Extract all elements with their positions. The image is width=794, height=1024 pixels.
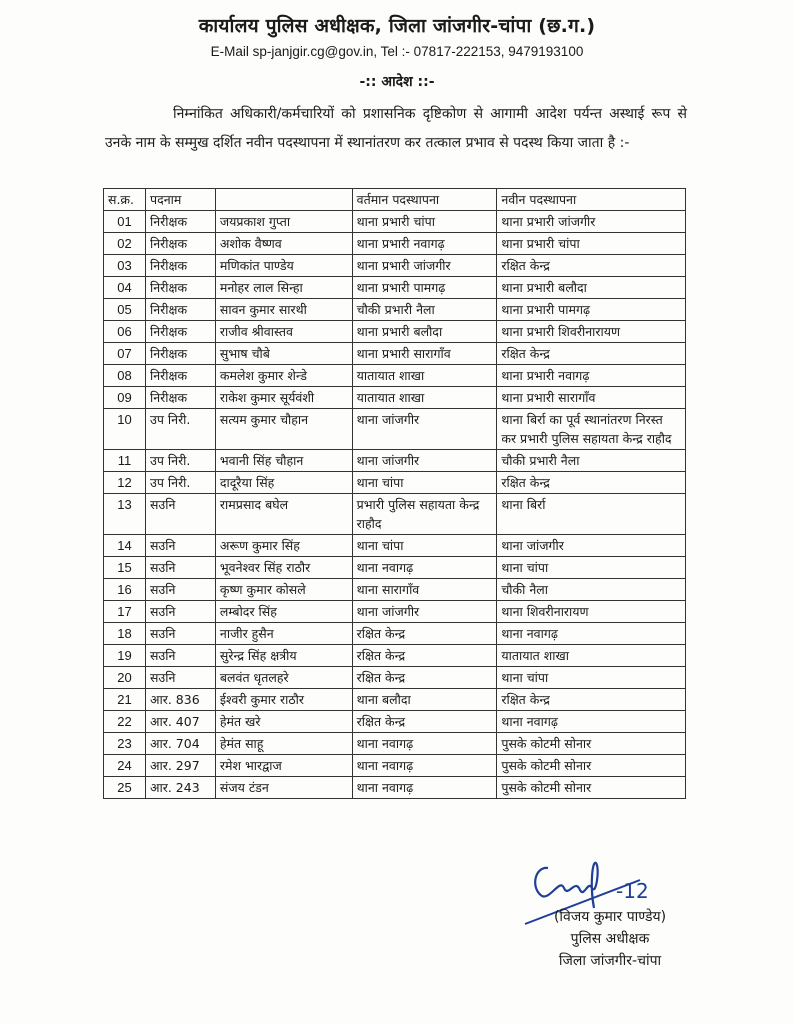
cell-employee-name: राकेश कुमार सूर्यवंशी bbox=[215, 387, 352, 409]
cell-current-posting: थाना प्रभारी जांजगीर bbox=[352, 255, 497, 277]
table-row bbox=[104, 233, 686, 255]
cell-new-posting: यातायात शाखा bbox=[497, 645, 686, 667]
header-serial-no: स.क्र. bbox=[104, 189, 146, 211]
cell-employee-name: सुरेन्द्र सिंह क्षत्रीय bbox=[215, 645, 352, 667]
table-row bbox=[104, 667, 686, 689]
order-heading: -:: आदेश ::- bbox=[359, 74, 435, 90]
cell-current-posting: चौकी प्रभारी नैला bbox=[352, 299, 497, 321]
cell-new-posting: पुसके कोटमी सोनार bbox=[497, 755, 686, 777]
table-row bbox=[104, 472, 686, 494]
cell-new-posting: रक्षित केन्द्र bbox=[497, 472, 686, 494]
cell-designation: सउनि bbox=[145, 494, 215, 535]
signatory-name: (विजय कुमार पाण्डेय) bbox=[553, 909, 667, 925]
cell-current-posting: थाना जांजगीर bbox=[352, 601, 497, 623]
signatory-designation: पुलिस अधीक्षक bbox=[570, 931, 650, 947]
cell-current-posting: रक्षित केन्द्र bbox=[352, 711, 497, 733]
cell-current-posting: थाना जांजगीर bbox=[352, 409, 497, 450]
cell-designation: सउनि bbox=[145, 645, 215, 667]
table-row bbox=[104, 689, 686, 711]
table-row bbox=[104, 623, 686, 645]
cell-serial-no: 19 bbox=[104, 645, 146, 667]
cell-employee-name: राजीव श्रीवास्तव bbox=[215, 321, 352, 343]
table-row bbox=[104, 277, 686, 299]
cell-employee-name: भवानी सिंह चौहान bbox=[215, 450, 352, 472]
contact-line: E-Mail sp-janjgir.cg@gov.in, Tel :- 07817-222153, 9479193100 bbox=[210, 44, 584, 59]
cell-designation: आर. 704 bbox=[145, 733, 215, 755]
cell-new-posting: पुसके कोटमी सोनार bbox=[497, 733, 686, 755]
cell-employee-name: अरूण कुमार सिंह bbox=[215, 535, 352, 557]
cell-new-posting: थाना प्रभारी पामगढ़ bbox=[497, 299, 686, 321]
cell-new-posting: रक्षित केन्द्र bbox=[497, 255, 686, 277]
cell-serial-no: 03 bbox=[104, 255, 146, 277]
cell-designation: निरीक्षक bbox=[145, 365, 215, 387]
table-row bbox=[104, 601, 686, 623]
cell-employee-name: ईश्वरी कुमार राठौर bbox=[215, 689, 352, 711]
order-paragraph bbox=[105, 100, 687, 158]
cell-serial-no: 24 bbox=[104, 755, 146, 777]
table-row bbox=[104, 409, 686, 450]
table-row bbox=[104, 255, 686, 277]
cell-new-posting: थाना बिर्रा bbox=[497, 494, 686, 535]
table-row bbox=[104, 579, 686, 601]
cell-current-posting: प्रभारी पुलिस सहायता केन्द्र राहौद bbox=[352, 494, 497, 535]
cell-employee-name: सावन कुमार सारथी bbox=[215, 299, 352, 321]
cell-current-posting: थाना प्रभारी सारागाँव bbox=[352, 343, 497, 365]
cell-current-posting: थाना सारागाँव bbox=[352, 579, 497, 601]
cell-current-posting: थाना चांपा bbox=[352, 535, 497, 557]
cell-employee-name: दादूरैया सिंह bbox=[215, 472, 352, 494]
cell-employee-name: सत्यम कुमार चौहान bbox=[215, 409, 352, 450]
table-body bbox=[104, 211, 686, 799]
cell-new-posting: थाना चांपा bbox=[497, 667, 686, 689]
cell-current-posting: थाना प्रभारी नवागढ़ bbox=[352, 233, 497, 255]
cell-designation: उप निरी. bbox=[145, 409, 215, 450]
cell-employee-name: अशोक वैष्णव bbox=[215, 233, 352, 255]
cell-current-posting: रक्षित केन्द्र bbox=[352, 645, 497, 667]
cell-designation: निरीक्षक bbox=[145, 343, 215, 365]
cell-employee-name: रमेश भारद्वाज bbox=[215, 755, 352, 777]
cell-employee-name: रामप्रसाद बघेल bbox=[215, 494, 352, 535]
cell-serial-no: 17 bbox=[104, 601, 146, 623]
cell-new-posting: थाना प्रभारी शिवरीनारायण bbox=[497, 321, 686, 343]
cell-serial-no: 22 bbox=[104, 711, 146, 733]
cell-employee-name: सुभाष चौबे bbox=[215, 343, 352, 365]
cell-employee-name: भूवनेश्वर सिंह राठौर bbox=[215, 557, 352, 579]
cell-employee-name: जयप्रकाश गुप्ता bbox=[215, 211, 352, 233]
table-header-row bbox=[104, 189, 686, 211]
cell-employee-name: संजय टंडन bbox=[215, 777, 352, 799]
cell-serial-no: 15 bbox=[104, 557, 146, 579]
cell-serial-no: 11 bbox=[104, 450, 146, 472]
cell-employee-name: नाजीर हुसैन bbox=[215, 623, 352, 645]
cell-current-posting: रक्षित केन्द्र bbox=[352, 623, 497, 645]
cell-designation: निरीक्षक bbox=[145, 211, 215, 233]
cell-designation: सउनि bbox=[145, 667, 215, 689]
cell-new-posting: रक्षित केन्द्र bbox=[497, 689, 686, 711]
cell-serial-no: 02 bbox=[104, 233, 146, 255]
order-paragraph-text: निम्नांकित अधिकारी/कर्मचारियों को प्रशासनिक दृष्टिकोण से आगामी आदेश पर्यन्त अस्थाई रूप से उनके नाम के सम्मुख दर्शित नवीन पदस्थापना में स्थानांतरण कर तत्काल प्रभाव से पदस्थ किया जाता है :- bbox=[105, 106, 687, 151]
cell-employee-name: हेमंत साहू bbox=[215, 733, 352, 755]
cell-current-posting: थाना प्रभारी बलौदा bbox=[352, 321, 497, 343]
table-row bbox=[104, 365, 686, 387]
cell-serial-no: 18 bbox=[104, 623, 146, 645]
cell-current-posting: थाना प्रभारी पामगढ़ bbox=[352, 277, 497, 299]
table-row bbox=[104, 450, 686, 472]
cell-current-posting: थाना बलौदा bbox=[352, 689, 497, 711]
cell-serial-no: 25 bbox=[104, 777, 146, 799]
header-current-posting: वर्तमान पदस्थापना bbox=[352, 189, 497, 211]
cell-employee-name: हेमंत खरे bbox=[215, 711, 352, 733]
table-row bbox=[104, 535, 686, 557]
cell-new-posting: थाना चांपा bbox=[497, 557, 686, 579]
cell-designation: आर. 407 bbox=[145, 711, 215, 733]
office-title: कार्यालय पुलिस अधीक्षक, जिला जांजगीर-चांपा (छ.ग.) bbox=[198, 15, 596, 37]
cell-employee-name: लम्बोदर सिंह bbox=[215, 601, 352, 623]
table-row bbox=[104, 645, 686, 667]
cell-serial-no: 16 bbox=[104, 579, 146, 601]
table-row bbox=[104, 387, 686, 409]
cell-serial-no: 10 bbox=[104, 409, 146, 450]
cell-employee-name: कमलेश कुमार शेन्डे bbox=[215, 365, 352, 387]
cell-serial-no: 08 bbox=[104, 365, 146, 387]
cell-designation: सउनि bbox=[145, 623, 215, 645]
header-name bbox=[215, 189, 352, 211]
cell-new-posting: थाना प्रभारी बलौदा bbox=[497, 277, 686, 299]
cell-serial-no: 04 bbox=[104, 277, 146, 299]
cell-serial-no: 21 bbox=[104, 689, 146, 711]
cell-new-posting: थाना प्रभारी जांजगीर bbox=[497, 211, 686, 233]
cell-new-posting: पुसके कोटमी सोनार bbox=[497, 777, 686, 799]
table-row bbox=[104, 343, 686, 365]
table-row bbox=[104, 494, 686, 535]
cell-designation: सउनि bbox=[145, 579, 215, 601]
transfer-table bbox=[103, 188, 686, 799]
cell-designation: उप निरी. bbox=[145, 472, 215, 494]
cell-current-posting: थाना प्रभारी चांपा bbox=[352, 211, 497, 233]
cell-designation: निरीक्षक bbox=[145, 233, 215, 255]
cell-designation: आर. 297 bbox=[145, 755, 215, 777]
cell-serial-no: 01 bbox=[104, 211, 146, 233]
cell-employee-name: मणिकांत पाण्डेय bbox=[215, 255, 352, 277]
cell-employee-name: बलवंत धृतलहरे bbox=[215, 667, 352, 689]
cell-serial-no: 13 bbox=[104, 494, 146, 535]
cell-new-posting: चौकी प्रभारी नैला bbox=[497, 450, 686, 472]
table-row bbox=[104, 711, 686, 733]
cell-new-posting: थाना जांजगीर bbox=[497, 535, 686, 557]
cell-serial-no: 09 bbox=[104, 387, 146, 409]
signature-stroke bbox=[535, 863, 597, 908]
cell-current-posting: यातायात शाखा bbox=[352, 387, 497, 409]
cell-new-posting: थाना बिर्रा का पूर्व स्थानांतरण निरस्त कर प्रभारी पुलिस सहायता केन्द्र राहौद bbox=[497, 409, 686, 450]
cell-new-posting: थाना नवागढ़ bbox=[497, 623, 686, 645]
cell-current-posting: यातायात शाखा bbox=[352, 365, 497, 387]
table-row bbox=[104, 321, 686, 343]
cell-serial-no: 05 bbox=[104, 299, 146, 321]
cell-designation: निरीक्षक bbox=[145, 299, 215, 321]
table-row bbox=[104, 211, 686, 233]
cell-new-posting: रक्षित केन्द्र bbox=[497, 343, 686, 365]
cell-designation: सउनि bbox=[145, 557, 215, 579]
table-row bbox=[104, 557, 686, 579]
cell-designation: सउनि bbox=[145, 601, 215, 623]
signature-block bbox=[520, 906, 700, 972]
cell-designation: आर. 836 bbox=[145, 689, 215, 711]
cell-current-posting: रक्षित केन्द्र bbox=[352, 667, 497, 689]
table-row bbox=[104, 733, 686, 755]
cell-new-posting: थाना प्रभारी नवागढ़ bbox=[497, 365, 686, 387]
cell-designation: आर. 243 bbox=[145, 777, 215, 799]
cell-designation: सउनि bbox=[145, 535, 215, 557]
cell-employee-name: मनोहर लाल सिन्हा bbox=[215, 277, 352, 299]
cell-designation: निरीक्षक bbox=[145, 387, 215, 409]
cell-current-posting: थाना नवागढ़ bbox=[352, 755, 497, 777]
cell-new-posting: थाना नवागढ़ bbox=[497, 711, 686, 733]
cell-new-posting: थाना प्रभारी सारागाँव bbox=[497, 387, 686, 409]
cell-current-posting: थाना नवागढ़ bbox=[352, 733, 497, 755]
cell-designation: निरीक्षक bbox=[145, 321, 215, 343]
cell-serial-no: 23 bbox=[104, 733, 146, 755]
cell-serial-no: 06 bbox=[104, 321, 146, 343]
cell-new-posting: थाना शिवरीनारायण bbox=[497, 601, 686, 623]
cell-serial-no: 20 bbox=[104, 667, 146, 689]
cell-current-posting: थाना नवागढ़ bbox=[352, 557, 497, 579]
cell-current-posting: थाना नवागढ़ bbox=[352, 777, 497, 799]
cell-serial-no: 07 bbox=[104, 343, 146, 365]
table-row bbox=[104, 755, 686, 777]
cell-serial-no: 14 bbox=[104, 535, 146, 557]
header-designation: पदनाम bbox=[145, 189, 215, 211]
cell-current-posting: थाना चांपा bbox=[352, 472, 497, 494]
table-row bbox=[104, 777, 686, 799]
cell-new-posting: चौकी नैला bbox=[497, 579, 686, 601]
cell-employee-name: कृष्ण कुमार कोसले bbox=[215, 579, 352, 601]
header-new-posting: नवीन पदस्थापना bbox=[497, 189, 686, 211]
cell-designation: निरीक्षक bbox=[145, 277, 215, 299]
cell-current-posting: थाना जांजगीर bbox=[352, 450, 497, 472]
signatory-district: जिला जांजगीर-चांपा bbox=[558, 953, 662, 969]
cell-designation: निरीक्षक bbox=[145, 255, 215, 277]
cell-serial-no: 12 bbox=[104, 472, 146, 494]
cell-designation: उप निरी. bbox=[145, 450, 215, 472]
signature-date: -12 bbox=[616, 879, 649, 903]
table-row bbox=[104, 299, 686, 321]
cell-new-posting: थाना प्रभारी चांपा bbox=[497, 233, 686, 255]
